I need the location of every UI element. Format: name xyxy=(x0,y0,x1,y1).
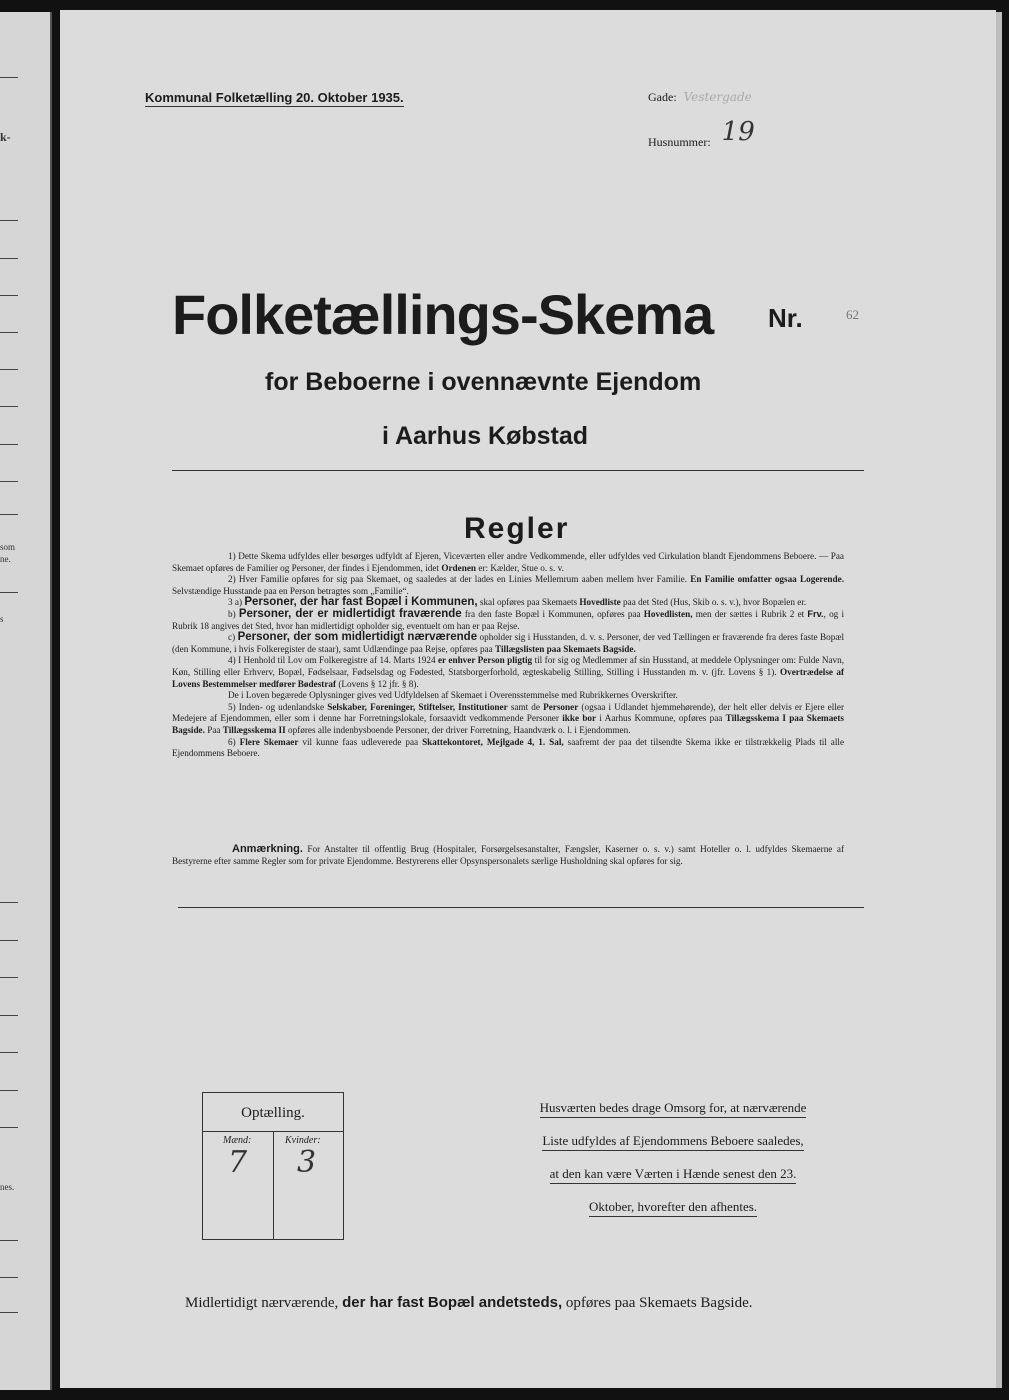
kvinder-label: Kvinder: xyxy=(285,1135,321,1146)
husnummer-field xyxy=(648,117,755,153)
regler-heading: Regler xyxy=(464,512,570,545)
census-form-page xyxy=(60,10,996,1388)
anmaerkning xyxy=(172,844,844,867)
left-fragment: s xyxy=(0,614,4,624)
rule-2: 2) Hver Familie opføres for sig paa Skemaet, og saaledes at der lades en Linies Mellemrum aaben mellem hver Familie. En Familie omfatter ogsaa Logerende. Selvstændige Husstande paa en Person betragtes som „Familie“. xyxy=(172,574,844,596)
husnummer-value: 19 xyxy=(721,117,755,147)
landlord-notice xyxy=(500,1092,846,1224)
rule-3c: c) Personer, der som midlertidigt nærværende opholder sig i Husstanden, d. v. s. Personer, der ved Tællingen er fraværende fra deres faste Bopæl (den Kommune, i hvis Folkeregister de staar), samt Udlændinge paa Rejse, opføres paa Tillægslisten paa Skemaets Bagside. xyxy=(172,631,845,654)
adjacent-page-edge xyxy=(0,12,52,1390)
gade-field xyxy=(648,90,752,105)
anmaerkning-text: For Anstalter til offentlig Brug (Hospitaler, Forsørgelsesanstalter, Fængsler, Kaserner o. s. v.) samt Hoteller o. l. udfyldes Skemaerne af Bestyrerne efter samme Regler som for private Ejendomme. Bestyrerens eller Opsynspersonalets særlige Husholdning skal opføres for sig. xyxy=(172,844,845,866)
rule-6: 6) Flere Skemaer vil kunne faas udleverede paa Skattekontoret, Mejlgade 4, 1. Sal, saafremt der paa det tilsendte Skema ikke er tilstrækkelig Plads til alle Ejendommens Beboere. xyxy=(172,736,845,759)
left-fragment: k- xyxy=(0,130,11,144)
notice-line: Oktober, hvorefter den afhentes. xyxy=(589,1198,757,1217)
notice-line: at den kan være Værten i Hænde senest den 23. xyxy=(550,1165,797,1184)
census-heading: Kommunal Folketælling 20. Oktober 1935. xyxy=(145,90,404,105)
form-subtitle-1: for Beboerne i ovennævnte Ejendom xyxy=(265,368,702,396)
maend-value: 7 xyxy=(228,1145,248,1180)
rule-4: 4) I Henhold til Lov om Folkeregistre af 14. Marts 1924 er enhver Person pligtig til for sig og Medlemmer af sin Husstand, at meddele Oplysninger om: Fulde Navn, Køn, Stilling eller Erhverv, Bopæl, Fødselsaar, Fødselsdag og Fødested, Statsborgerforhold, ægteskabelig Stilling, Stilling i Husstanden m. v. (jfr. Lovens § 1). Overtrædelse af Lovens Bestemmelser medfører Bødestraf (Lovens § 12 jfr. § 8). xyxy=(172,655,845,689)
rule-3a: 3 a) Personer, der har fast Bopæl i Kommunen, skal opføres paa Skemaets Hovedliste paa det Sted (Hus, Skib o. s. v.), hvor Bopælen er. xyxy=(228,596,807,609)
optaelling-title: Optælling. xyxy=(203,1093,343,1132)
anmaerkning-label: Anmærkning. xyxy=(232,843,303,855)
footer-note: Midlertidigt nærværende, der har fast Bopæl andetsteds, opføres paa Skemaets Bagside. xyxy=(185,1294,753,1311)
left-fragment: som xyxy=(0,542,16,552)
notice-line: Husværten bedes drage Omsorg for, at nærværende xyxy=(540,1099,807,1118)
rule-1: 1) Dette Skema udfyldes eller besørges udfyldt af Ejeren, Viceværten eller andre Vedkommende, eller udfyldes ved Cirkulation blandt Ejendommens Beboere. — Paa Skemaet opføres de Familier og Personer, der findes i Ejendommen, idet Ordenen er: Kælder, Stue o. s. v. xyxy=(172,551,844,573)
gade-value: Vestergade xyxy=(683,90,752,104)
nr-label: Nr. xyxy=(768,303,803,333)
divider xyxy=(178,907,864,908)
divider xyxy=(172,470,864,471)
rule-5: 5) Inden- og udenlandske Selskaber, Foreninger, Stiftelser, Institutioner samt de Personer (ogsaa i Udlandet hjemmehørende), der helt eller delvis er Ejere eller Medejere af Ejendommen, eller som i denne har Forretningslokale, forsaavidt vedkommende Personer ikke bor i Aarhus Kommune, opføres paa Tillægsskema I paa Skemaets Bagside. Paa Tillægsskema II opføres alle indenbysboende Personer, der driver Forretning, Haandværk o. l. i Ejendommen. xyxy=(172,701,845,735)
nr-value: 62 xyxy=(846,307,859,322)
maend-label: Mænd: xyxy=(223,1135,252,1146)
left-fragment: nes. xyxy=(0,1182,15,1192)
optaelling-box xyxy=(202,1092,344,1240)
notice-line: Liste udfyldes af Ejendommens Beboere saaledes, xyxy=(542,1132,803,1151)
form-title: Folketællings-Skema xyxy=(172,283,714,346)
form-subtitle-2: i Aarhus Købstad xyxy=(382,422,589,450)
rule-3b: b) Personer, der er midlertidigt fraværende fra den faste Bopæl i Kommunen, opføres paa Hovedlisten, men der sættes i Rubrik 2 et Frv., og i Rubrik 18 angives det Sted, hvor han midlertidigt opholder sig, eventuelt om han er paa Rejse. xyxy=(172,607,845,631)
kvinder-value: 3 xyxy=(297,1145,317,1180)
rule-4-note: De i Loven begærede Oplysninger gives ved Udfyldelsen af Skemaet i Overensstemmelse med Rubrikkernes Overskrifter. xyxy=(228,690,678,701)
left-fragment: ne. xyxy=(0,554,11,564)
page-edge xyxy=(996,12,1002,1388)
husnummer-label: Husnummer: xyxy=(648,135,711,149)
rules-text xyxy=(172,551,844,760)
gade-label: Gade: xyxy=(648,90,677,104)
